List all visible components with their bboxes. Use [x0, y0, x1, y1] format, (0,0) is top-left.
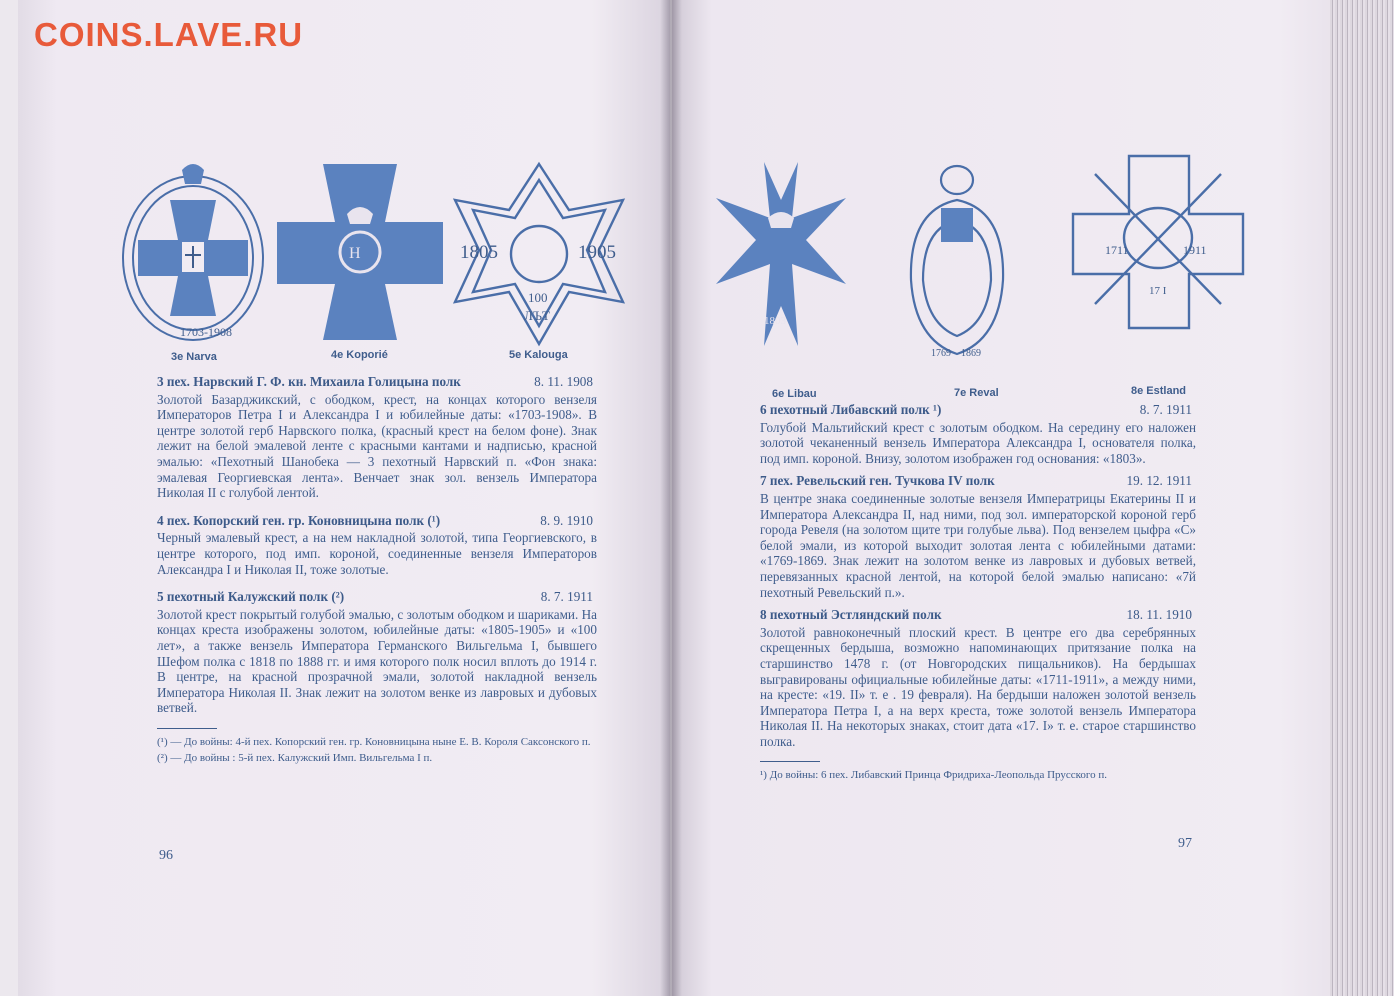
entry-heading [760, 607, 1196, 623]
entry-heading [157, 589, 597, 605]
reval-year-right: 1869 [961, 348, 981, 359]
entry-date: 8. 11. 1908 [534, 374, 593, 389]
estland-date-mark: 17 I [1149, 285, 1167, 297]
entry-date: 8. 7. 1911 [1139, 402, 1192, 417]
entry-title: 6 пехотный Либавский полк ¹) [760, 402, 942, 417]
entry-text: Золотой равноконечный плоский крест. В центре его два серебрянных скрещенных бердыша, возможно напоминающих притязание полка на старшинство 1478 г. (от Новгородских пищальников). На бердышах выгравированы официальные юбилейные даты: «1711-1911», а между ними, на кресте: «19. II» т. е . 19 февраля). На бердыши наложен золотой вензель Императора Петра I, а на верх креста, тоже золотой вензель Императора Николая II. На некоторых знаках, стоит дата «17. I» т. е. старое старшинство полка. [760, 624, 1196, 749]
entry-heading [157, 374, 597, 390]
caption-reval: 7e Reval [954, 387, 999, 399]
left-text-column [157, 374, 597, 767]
caption-narva: 3e Narva [171, 351, 217, 363]
entry-text: Черный эмалевый крест, а на нем накладной золотой, типа Георгиевского, в центре которого, под имп. короной, соединенные вензеля Императоров Александра I и Николая II, тоже золотые. [157, 530, 597, 577]
entry-text: Золотой Базарджикский, с ободком, крест, на концах которого вензеля Императоров Петра I и Александра I и юбилейные даты: «1703-1908». В центре золотой герб Нарвского полка, (красный крест на белом фоне). Знак лежит на белой эмалевой ленте с красными кантами и надписью, красной эмалью: «Пехотный Шанобека — 3 пехотный Нарвский п. «Фон знака: эмалевая Георгиевская лента». Венчает знак зол. вензель Императора Николая II с голубой лентой. [157, 391, 597, 501]
estland-year-left: 1711 [1105, 243, 1129, 257]
entry-date: 19. 12. 1911 [1126, 473, 1192, 489]
entry-title: 8 пехотный Эстляндский полк [760, 607, 942, 623]
footnote-rule [760, 761, 820, 762]
badge-koporie [275, 162, 445, 342]
footnote-rule [157, 728, 217, 729]
entry-heading [157, 513, 597, 529]
page-edges [1330, 0, 1394, 996]
reval-year-left: 1769 [931, 348, 951, 359]
footnote: (²) — До войны : 5-й пех. Калужский Имп. Вильгельма I п. [157, 751, 433, 764]
kalouga-year-left: 1805 [460, 242, 498, 263]
kalouga-centenary: 100 [528, 290, 548, 305]
svg-text:Н: Н [349, 245, 361, 262]
badge-estland [1071, 154, 1245, 330]
page-number-left: 96 [159, 848, 173, 863]
entry-date: 18. 11. 1910 [1126, 607, 1192, 623]
narva-dates: 1703-1908 [180, 325, 232, 339]
entry-text: В центре знака соединенные золотые вензеля Императрицы Екатерины II и Императора Александра II, над ними, под зол. императорской короной герб города Ревеля (на золотом щите три голубые льва). Под вензелем цыфра «С» белой эмали, из которой выходит золотая лента с юбилейными датами: «1769-1869. Знак лежит на золотом венке из лавровых и дубовых ветвей, перевязанных красной лентой, на которой белой эмалью написано: «7й пехотный Ревельский п.». [760, 490, 1196, 600]
libau-year: 1803 [764, 315, 786, 327]
caption-kalouga: 5e Kalouga [509, 349, 568, 361]
book-gutter [660, 0, 682, 996]
badge-kalouga [446, 160, 632, 350]
badge-reval [903, 160, 1011, 368]
estland-year-right: 1911 [1183, 243, 1207, 257]
entry-title: 4 пех. Копорский ген. гр. Коновницына полк (¹) [157, 512, 441, 528]
badge-libau [712, 158, 850, 348]
entry-date: 8. 7. 1911 [540, 589, 593, 605]
caption-libau: 6e Libau [772, 388, 817, 400]
footnote: (¹) — До войны: 4-й пех. Копорский ген. гр. Коновницына ныне Е. В. Короля Саксонского п. [157, 735, 591, 748]
footnote: ¹) До войны: 6 пех. Либавский Принца Фридриха-Леопольда Прусского п. [760, 769, 1108, 782]
page-number-right: 97 [1178, 836, 1192, 851]
badge-narva [112, 160, 274, 350]
entry-text: Голубой Мальтийский крест с золотым ободком. На середину его наложен золотой чеканенный вензель Императора Александра I, основателя полка, под имп. короной. Внизу, золотом изображен год основания: «1803». [760, 419, 1196, 466]
kalouga-year-right: 1905 [578, 242, 616, 263]
entry-heading [760, 473, 1196, 489]
entry-date: 8. 9. 1910 [540, 512, 593, 528]
entry-title: 5 пехотный Калужский полк (²) [157, 589, 345, 605]
caption-koporie: 4e Koporié [331, 349, 388, 361]
entry-text: Золотой крест покрытый голубой эмалью, с золотым ободком и шариками. На концах креста изображены золотом, юбилейные даты: «1805-1905» и «100 лет», а также вензель Императора Германского Вильгельма I, бывшего Шефом полка с 1818 по 1888 гг. и имя которого полк носил вплоть до 1914 г. В центре, на красной прозрачной эмали, золотой накладной вензель Императора Николая II. Знак лежит на золотом венке из лавровых и дубовых ветвей. [157, 606, 597, 716]
kalouga-centenary-word: ЛЪТ [524, 308, 550, 323]
entry-title: 3 пех. Нарвский Г. Ф. кн. Михаила Голицына полк [157, 374, 461, 389]
entry-heading [760, 402, 1196, 418]
caption-estland: 8e Estland [1131, 385, 1187, 397]
entry-title: 7 пех. Ревельский ген. Тучкова IV полк [760, 473, 995, 489]
watermark: COINS.LAVE.RU [34, 16, 304, 53]
right-text-column [760, 402, 1196, 784]
